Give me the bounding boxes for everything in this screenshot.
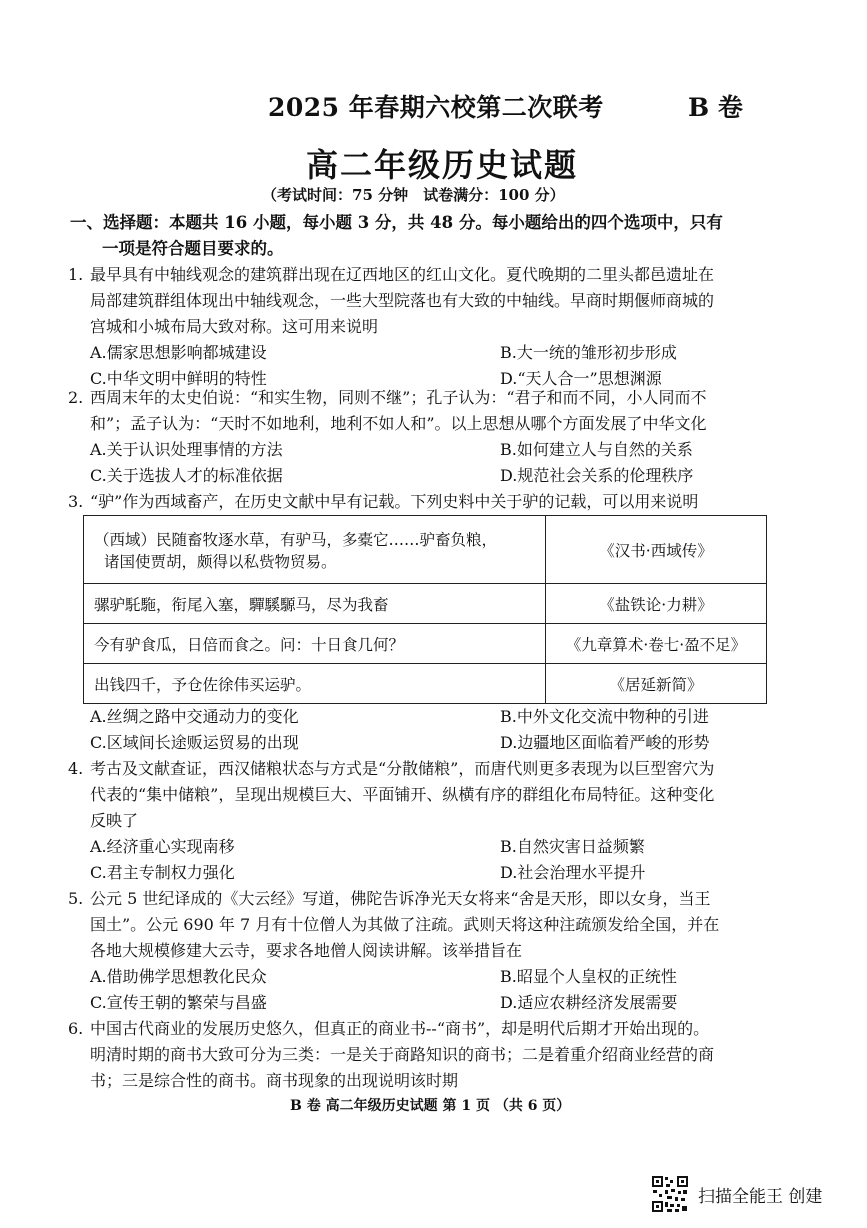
question-stem-line: 中国古代商业的发展历史悠久，但真正的商业书--“商书”，却是明代后期才开始出现的。 bbox=[90, 1019, 710, 1038]
question-3-options bbox=[68, 704, 788, 756]
option-a: A.儒家思想影响都城建设 bbox=[90, 343, 267, 362]
option-a: A.借助佛学思想教化民众 bbox=[90, 967, 267, 986]
question-stem-line: 西周末年的太史伯说：“和实生物，同则不继”；孔子认为：“君子和而不同，小人同而不 bbox=[90, 388, 707, 407]
page-footer: B 卷 高二年级历史试题 第 1 页 （共 6 页） bbox=[290, 1098, 571, 1114]
option-b: B.如何建立人与自然的关系 bbox=[500, 440, 693, 459]
question-stem-line: 反映了 bbox=[90, 811, 139, 830]
question-number: 4. bbox=[68, 759, 84, 778]
option-d: D.规范社会关系的伦理秩序 bbox=[500, 466, 694, 485]
question-number: 1. bbox=[68, 265, 84, 284]
option-a: A.关于认识处理事情的方法 bbox=[90, 440, 283, 459]
option-c: C.关于选拔人才的标准依据 bbox=[90, 466, 283, 485]
exam-info: （考试时间：75 分钟 试卷满分：100 分） bbox=[262, 186, 565, 204]
question-stem-line: 公元 5 世纪译成的《大云经》写道，佛陀告诉净光天女将来“舍是天形，即以女身，当王 bbox=[90, 889, 711, 908]
source-excerpt: 骡驴馲駞，衔尾入塞，驒騱騵马，尽为我畜 bbox=[84, 584, 546, 624]
qr-code-graphic bbox=[651, 1175, 689, 1213]
option-d: D.“天人合一”思想渊源 bbox=[500, 369, 662, 388]
question-stem-line: 最早具有中轴线观念的建筑群出现在辽西地区的红山文化。夏代晚期的二里头都邑遗址在 bbox=[90, 265, 715, 284]
excerpt-line: 诸国使贾胡，颇得以私赀物贸易。 bbox=[104, 552, 337, 571]
source-excerpt: 出钱四千，予仓佐徐伟买运驴。 bbox=[84, 664, 546, 704]
section-line-2: 一项是符合题目要求的。 bbox=[102, 239, 284, 258]
question-stem-line: 宫城和小城布局大致对称。这可用来说明 bbox=[90, 317, 379, 336]
option-d: D.适应农耕经济发展需要 bbox=[500, 993, 678, 1012]
question-2 bbox=[68, 385, 788, 489]
section-line-1: 一、选择题：本题共 16 小题，每小题 3 分，共 48 分。每小题给出的四个选项中，只有 bbox=[70, 213, 723, 232]
question-3 bbox=[68, 489, 788, 515]
source-citation: 《居延新简》 bbox=[546, 664, 767, 704]
source-row bbox=[84, 624, 767, 664]
paper-version: B 卷 bbox=[688, 93, 743, 122]
question-stem-line: 国土”。公元 690 年 7 月有十位僧人为其做了注疏。武则天将这种注疏颁发给全国，并在 bbox=[90, 915, 720, 934]
option-b: B.大一统的雏形初步形成 bbox=[500, 343, 677, 362]
question-stem-line: 代表的“集中储粮”，呈现出规模巨大、平面铺开、纵横有序的群组化布局特征。这种变化 bbox=[90, 785, 715, 804]
question-stem-line: “驴”作为西域畜产，在历史文献中早有记载。下列史料中关于驴的记载，可以用来说明 bbox=[90, 492, 699, 511]
option-a: A.丝绸之路中交通动力的变化 bbox=[90, 707, 299, 726]
option-b: B.中外文化交流中物种的引进 bbox=[500, 707, 709, 726]
question-number: 3. bbox=[68, 492, 84, 511]
question-1 bbox=[68, 262, 788, 392]
question-stem-line: 和”；孟子认为：“天时不如地利，地利不如人和”。以上思想从哪个方面发展了中华文化 bbox=[90, 414, 707, 433]
question-stem-line: 考古及文献查证，西汉储粮状态与方式是“分散储粮”，而唐代则更多表现为以巨型窖穴为 bbox=[90, 759, 715, 778]
question-number: 6. bbox=[68, 1019, 84, 1038]
question-5 bbox=[68, 886, 788, 1016]
question-number: 5. bbox=[68, 889, 84, 908]
source-citation: 《九章算术·卷七·盈不足》 bbox=[546, 624, 767, 664]
question-stem-line: 局部建筑群组体现出中轴线观念，一些大型院落也有大致的中轴线。早商时期偃师商城的 bbox=[90, 291, 715, 310]
source-excerpt bbox=[84, 516, 546, 584]
question-stem-line: 各地大规模修建大云寺，要求各地僧人阅读讲解。该举措旨在 bbox=[90, 941, 523, 960]
option-d: D.边疆地区面临着严峻的形势 bbox=[500, 733, 710, 752]
source-citation: 《盐铁论·力耕》 bbox=[546, 584, 767, 624]
question-number: 2. bbox=[68, 388, 84, 407]
source-citation: 《汉书·西域传》 bbox=[546, 516, 767, 584]
question-stem-line: 书；三是综合性的商书。商书现象的出现说明该时期 bbox=[90, 1071, 459, 1090]
excerpt-line: （西域）民随畜牧逐水草，有驴马，多橐它……驴畜负粮， bbox=[94, 530, 498, 549]
source-table bbox=[83, 515, 767, 704]
source-row bbox=[84, 584, 767, 624]
option-c: C.区域间长途贩运贸易的出现 bbox=[90, 733, 299, 752]
exam-title: 2025 年春期六校第二次联考 bbox=[268, 93, 604, 122]
option-d: D.社会治理水平提升 bbox=[500, 863, 646, 882]
option-b: B.自然灾害日益频繁 bbox=[500, 837, 645, 856]
option-c: C.君主专制权力强化 bbox=[90, 863, 235, 882]
source-row bbox=[84, 516, 767, 584]
section-heading bbox=[70, 210, 790, 262]
source-row bbox=[84, 664, 767, 704]
qr-code-icon bbox=[651, 1175, 689, 1213]
source-excerpt: 今有驴食瓜，日倍而食之。问：十日食几何？ bbox=[84, 624, 546, 664]
question-4 bbox=[68, 756, 788, 886]
scanner-brand-label: 扫描全能王 创建 bbox=[698, 1187, 823, 1207]
question-stem-line: 明清时期的商书大致可分为三类：一是关于商路知识的商书；二是着重介绍商业经营的商 bbox=[90, 1045, 715, 1064]
subject-title: 高二年级历史试题 bbox=[306, 146, 579, 184]
option-c: C.宣传王朝的繁荣与昌盛 bbox=[90, 993, 267, 1012]
option-b: B.昭显个人皇权的正统性 bbox=[500, 967, 677, 986]
option-c: C.中华文明中鲜明的特性 bbox=[90, 369, 267, 388]
question-6 bbox=[68, 1016, 788, 1094]
option-a: A.经济重心实现南移 bbox=[90, 837, 235, 856]
